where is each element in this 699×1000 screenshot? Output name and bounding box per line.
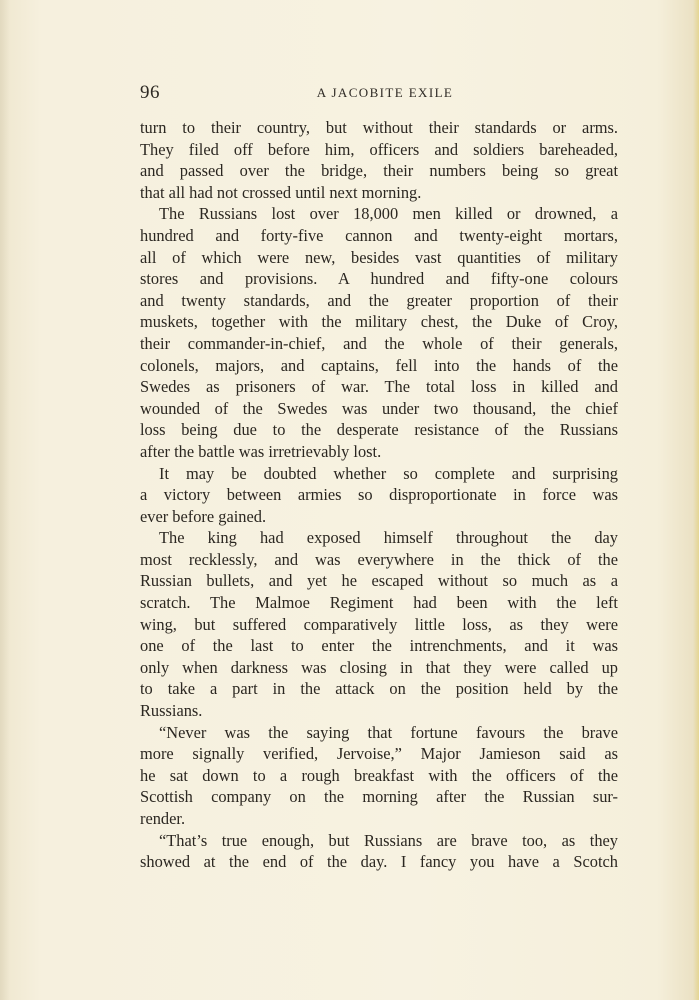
text-line: one of the last to enter the intrenchments, and it was xyxy=(140,636,618,656)
text-line: that all had not crossed until next morning. xyxy=(140,182,422,202)
text-line: “Never was the saying that fortune favours the brave xyxy=(159,722,618,742)
text-line: and twenty standards, and the greater proportion of their xyxy=(140,290,618,310)
text-line: render. xyxy=(140,809,186,828)
page-header xyxy=(140,82,618,108)
text-line: only when darkness was closing in that they were called up xyxy=(140,657,618,677)
text-line: The king had exposed himself throughout the day xyxy=(159,528,618,548)
text-line: a victory between armies so disproportionate in force was xyxy=(140,485,618,505)
text-line: wing, but suffered comparatively little loss, as they were xyxy=(140,614,618,634)
text-line: most recklessly, and was everywhere in the thick of the xyxy=(140,549,618,569)
text-line: It may be doubted whether so complete and surprising xyxy=(159,463,618,483)
text-line: hundred and forty-five cannon and twenty-eight mortars, xyxy=(140,225,618,245)
text-line: and passed over the bridge, their numbers being so great xyxy=(140,161,618,181)
text-line: muskets, together with the military chest, the Duke of Croy, xyxy=(140,312,618,332)
text-line: loss being due to the desperate resistance of the Russians xyxy=(140,420,618,440)
text-line: Scottish company on the morning after the Russian sur- xyxy=(140,787,618,807)
text-line: colonels, majors, and captains, fell into the hands of the xyxy=(140,355,618,375)
body-text xyxy=(140,117,618,873)
text-line: wounded of the Swedes was under two thousand, the chief xyxy=(140,398,618,418)
text-line: more signally verified, Jervoise,” Major Jamieson said as xyxy=(140,744,618,764)
page-edge-tint xyxy=(693,0,699,1000)
text-line: “That’s true enough, but Russians are brave too, as they xyxy=(159,830,618,850)
running-head: A JACOBITE EXILE xyxy=(316,85,454,100)
text-line: scratch. The Malmoe Regiment had been with the left xyxy=(140,593,618,613)
text-line: turn to their country, but without their standards or arms. xyxy=(140,118,618,137)
text-line: They filed off before him, officers and soldiers bareheaded, xyxy=(140,139,618,159)
text-line: all of which were new, besides vast quantities of military xyxy=(140,247,618,267)
text-line: Swedes as prisoners of war. The total loss in killed and xyxy=(140,377,618,397)
text-line: after the battle was irretrievably lost. xyxy=(140,441,382,461)
text-line: Russians. xyxy=(140,701,203,721)
page-number: 96 xyxy=(140,82,160,103)
text-line: he sat down to a rough breakfast with the officers of the xyxy=(140,765,618,785)
text-line: ever before gained. xyxy=(140,506,267,526)
text-line: showed at the end of the day. I fancy you have a Scotch xyxy=(140,852,618,872)
text-line: The Russians lost over 18,000 men killed or drowned, a xyxy=(159,204,618,224)
text-line: Russian bullets, and yet he escaped without so much as a xyxy=(140,571,618,591)
page-gutter-shadow xyxy=(0,0,10,1000)
text-line: stores and provisions. A hundred and fifty-one colours xyxy=(140,269,618,289)
text-line: to take a part in the attack on the position held by the xyxy=(140,679,618,699)
text-line: their commander-in-chief, and the whole of their generals, xyxy=(140,333,618,353)
